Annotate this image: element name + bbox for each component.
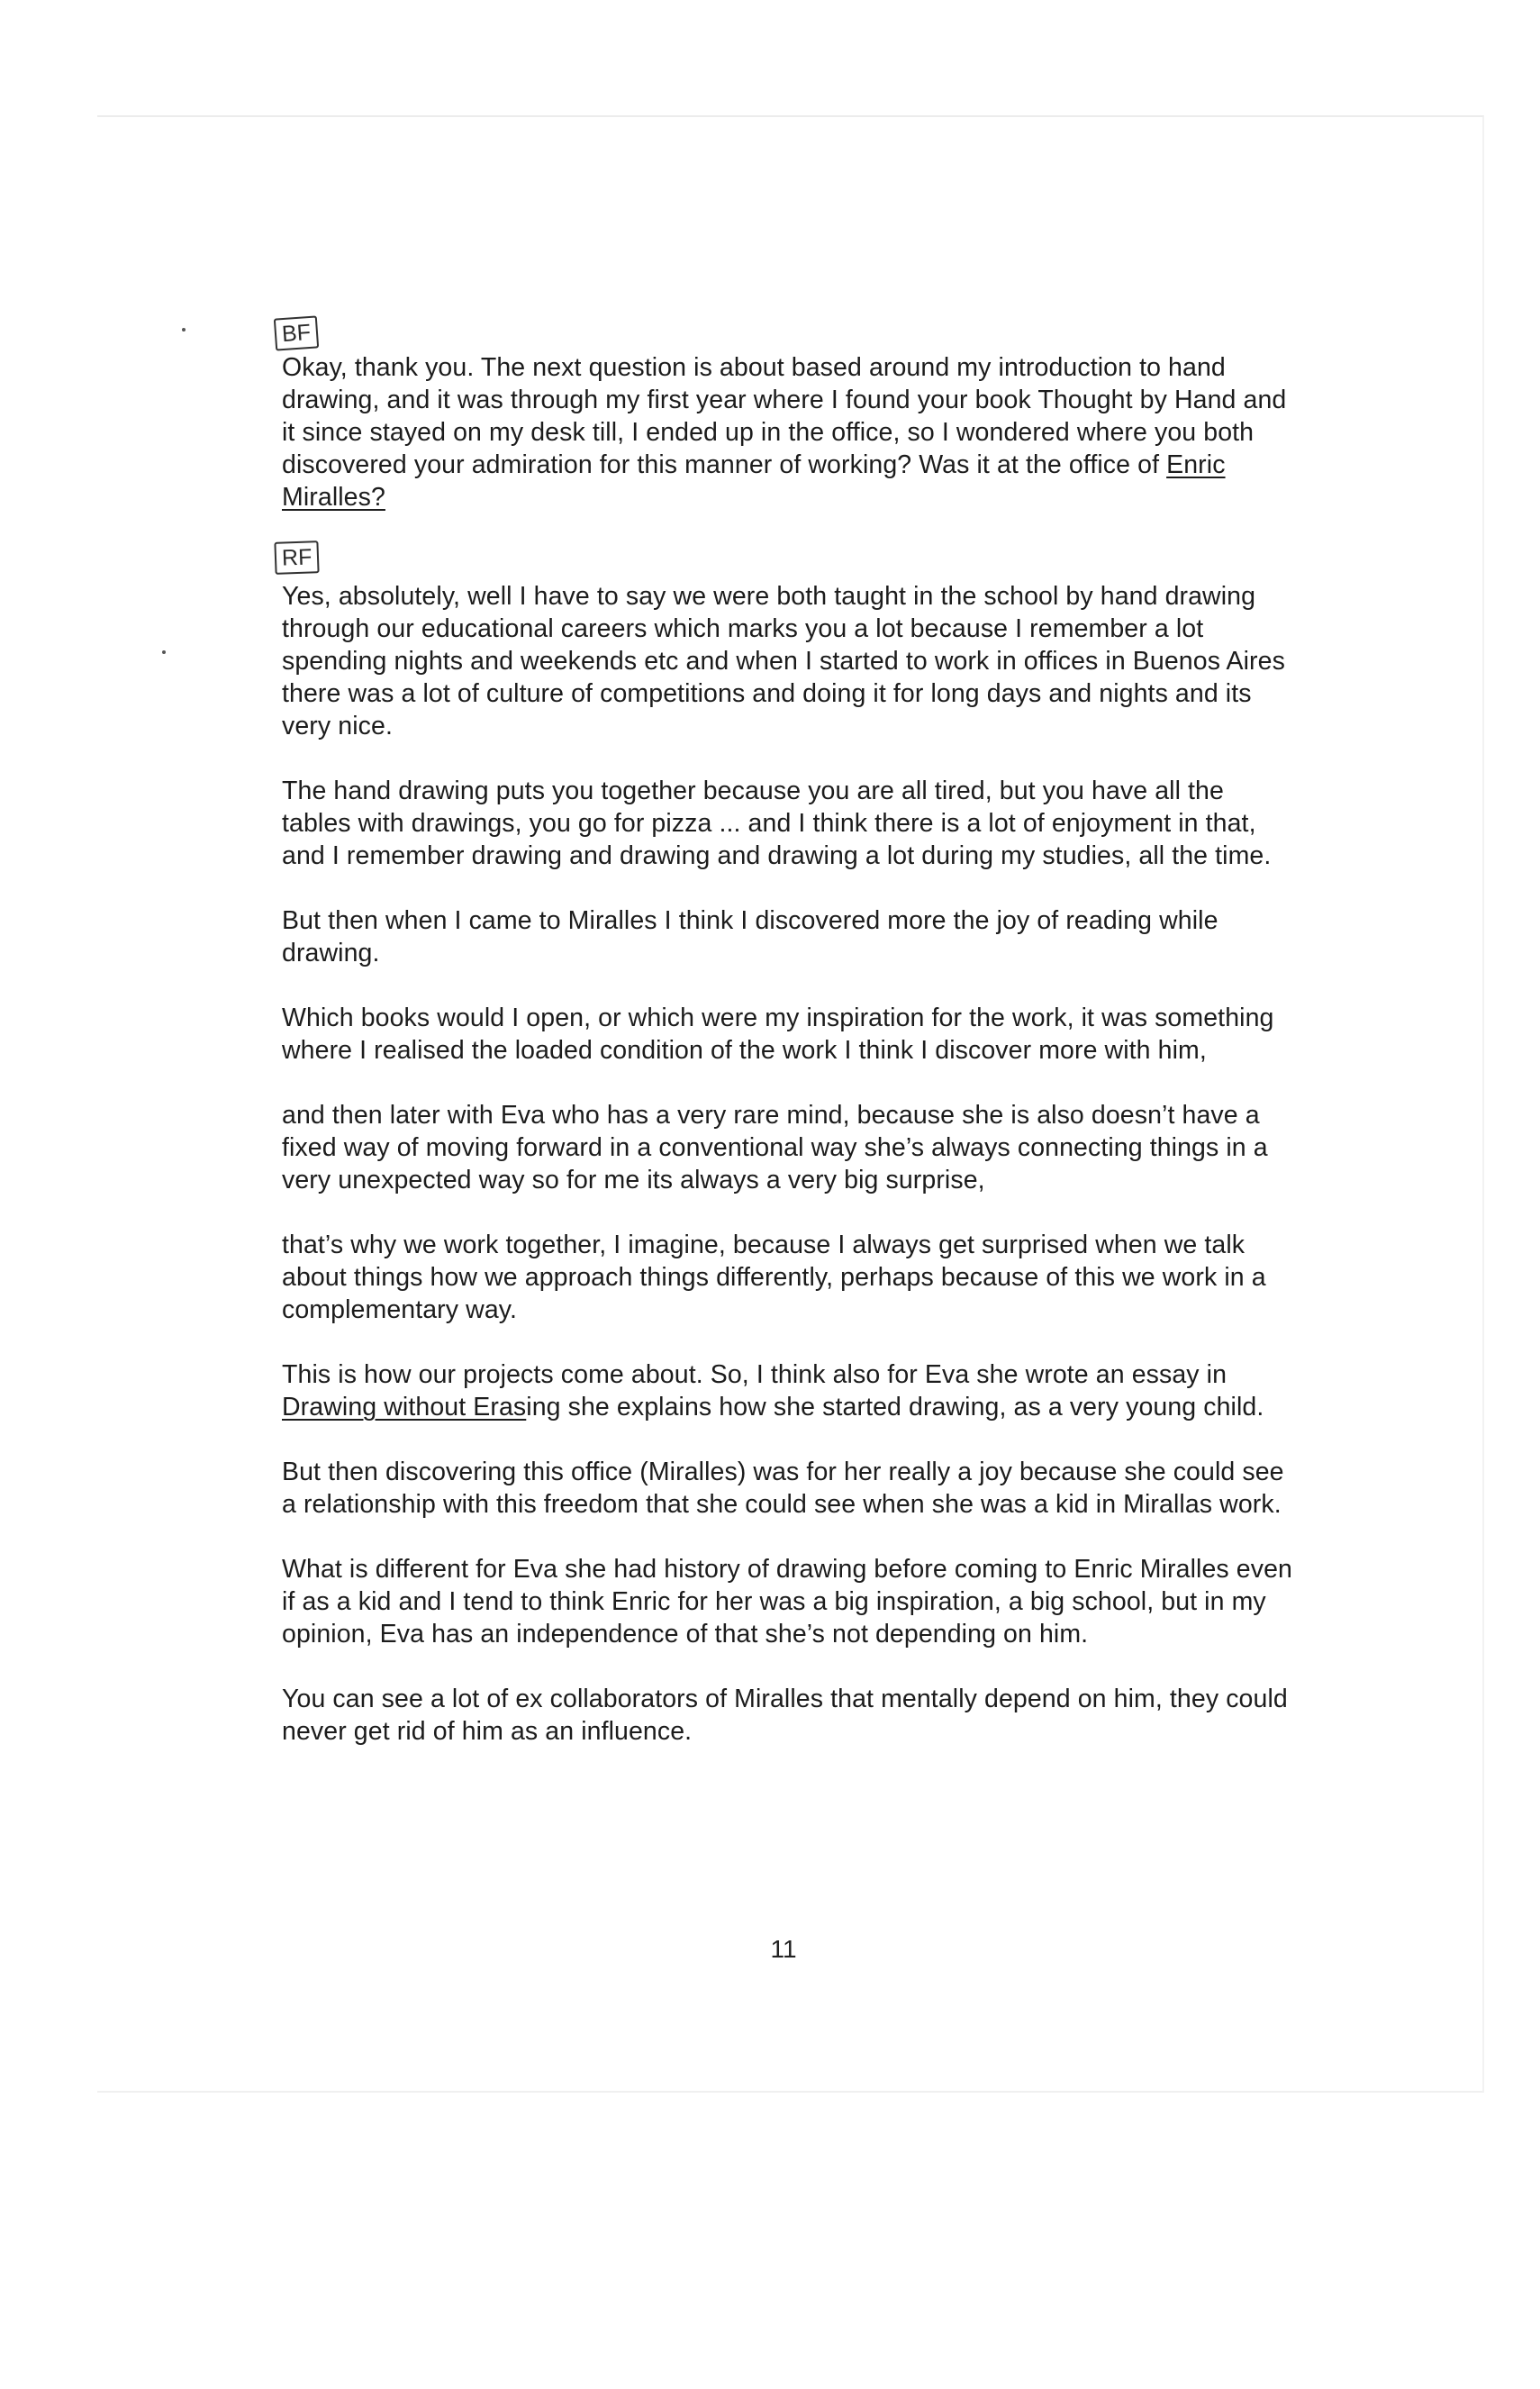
answer-paragraph: You can see a lot of ex collaborators of Miralles that mentally depend on him, they could never get rid of him as an influence.: [282, 1685, 1288, 1746]
answer-block: [282, 580, 1300, 1748]
book-title-underlined: Drawing without Eras: [282, 1393, 527, 1422]
page-number: 11: [770, 1935, 797, 1963]
answer-paragraph: that’s why we work together, I imagine, because I always get surprised when we talk about things how we approach things differently, perhaps because of this we work in a complementary way.: [282, 1231, 1266, 1324]
answer-paragraph: But then when I came to Miralles I think I discovered more the joy of reading while drawing.: [282, 906, 1218, 967]
answer-paragraph: Yes, absolutely, well I have to say we were both taught in the school by hand drawing through our educational careers which marks you a lot because I remember a lot spending nights and weekends etc and when I started to work in offices in Buenos Aires there was a lot of culture of competitions and doing it for long days and nights and its very nice.: [282, 582, 1285, 740]
answer-paragraph: and then later with Eva who has a very rare mind, because she is also doesn’t have a fixed way of moving forward in a conventional way she’s always connecting things in a very unexpected way so for me its always a very big surprise,: [282, 1101, 1268, 1194]
scan-speck: [162, 650, 166, 654]
question-paragraph: [282, 351, 1300, 513]
speaker-tag-rf: RF: [274, 540, 320, 575]
scan-speck: [182, 328, 186, 332]
speaker-tag-bf: BF: [274, 315, 319, 350]
question-underlined-text: Enric Miralles?: [282, 450, 1226, 512]
answer-text: ing she explains how she started drawing, as a very young child.: [526, 1393, 1264, 1422]
answer-paragraph: But then discovering this office (Miralles) was for her really a joy because she could see a relationship with this freedom that she could see when she was a kid in Mirallas work.: [282, 1458, 1284, 1519]
answer-paragraph: Which books would I open, or which were my inspiration for the work, it was something where I realised the loaded condition of the work I think I discover more with him,: [282, 1004, 1274, 1065]
answer-paragraph: What is different for Eva she had history of drawing before coming to Enric Miralles even if as a kid and I tend to think Enric for her was a big inspiration, a big school, but in my opinion, Eva has an independence of that she’s not depending on him.: [282, 1555, 1292, 1649]
answer-text: This is how our projects come about. So, I think also for Eva she wrote an essay in: [282, 1360, 1227, 1389]
answer-paragraph: The hand drawing puts you together because you are all tired, but you have all the tables with drawings, you go for pizza ... and I think there is a lot of enjoyment in that, and I remember drawing and drawing and drawing a lot during my studies, all the time.: [282, 777, 1272, 870]
question-text: Okay, thank you. The next question is about based around my introduction to hand drawing, and it was through my first year where I found your book Thought by Hand and it since stayed on my desk till, I ended up in the office, so I wondered where you both discovered your admiration for this manner of working? Was it at the office of: [282, 353, 1287, 479]
answer-paragraph: [282, 1358, 1300, 1423]
question-block: [282, 351, 1300, 513]
